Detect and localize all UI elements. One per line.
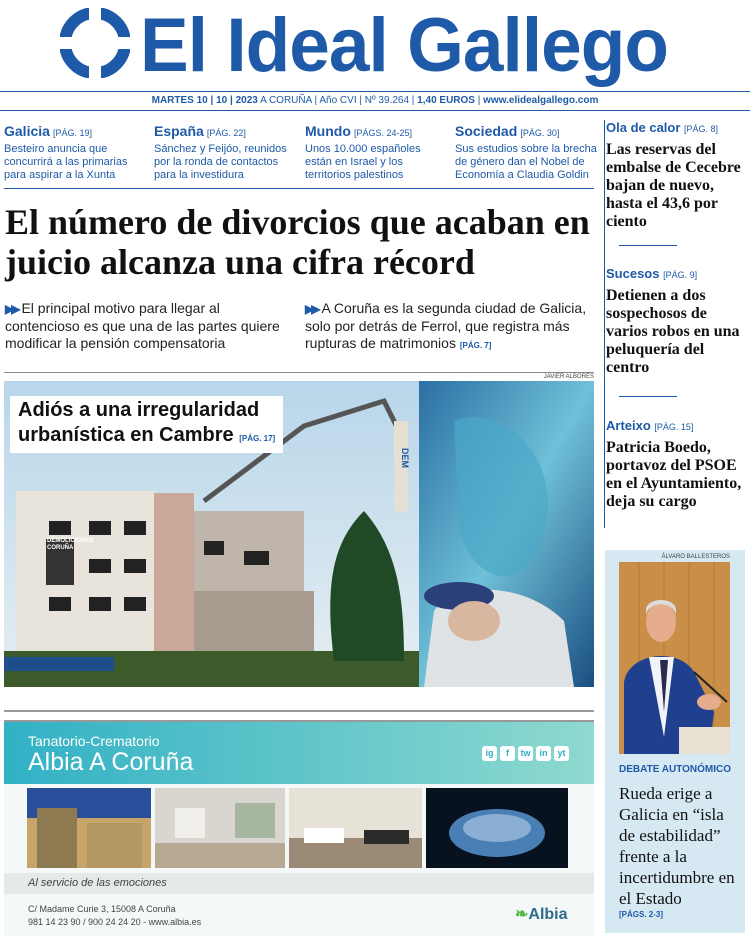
teaser-section: Mundo [305,123,351,139]
lead-subhead-1 [5,300,295,352]
twitter-icon[interactable]: tw [518,746,533,761]
teaser-section: Sociedad [455,123,518,139]
caption-line-1: Adiós a una irregularidad [18,399,260,421]
right-section-name: Sucesos [606,266,660,281]
crane-label: DEM [400,448,410,468]
issue: Nº 39.264 [364,95,410,106]
albia-leaf-icon: ❧ [515,906,529,923]
right-item-section [606,418,748,433]
teaser-section: España [154,123,204,139]
teaser-galicia[interactable] [4,125,149,182]
ad-photo-room [289,788,422,868]
teaser-sociedad[interactable] [455,125,600,182]
logo-icon [60,8,130,78]
right-item-title: Patricia Boedo, portavoz del PSOE en el Ayuntamiento, deja su cargo [606,439,742,510]
teaser-text: Sánchez y Feijóo, reunidos por la ronda de contactos para la investidura [154,143,287,181]
double-arrow-icon: ▶▶ [5,302,18,316]
caption-line-2 [18,423,275,451]
ad-rule [4,710,594,712]
teaser-text: Unos 10.000 españoles están en Israel y los territorios palestinos [305,143,421,181]
sub1-text: El principal motivo para llegar al contencioso es que una de las partes quiere modificar la pensión compensatoria [5,300,280,351]
ad-photo-building [27,788,151,868]
right-section-page: [PÁG. 15] [654,422,694,432]
year: Año CVI [319,95,357,106]
city: A CORUÑA [260,95,312,106]
right-item-section [606,120,748,135]
teaser-page: [PÁGS. 24-25] [353,128,412,138]
price: 1,40 EUROS [417,95,475,106]
right-item-arteixo[interactable] [606,418,748,511]
double-arrow-icon: ▶▶ [305,302,318,316]
youtube-icon[interactable]: yt [554,746,569,761]
sub2-text: A Coruña es la segunda ciudad de Galicia, solo por detrás de Ferrol, que registra más rupturas de matrimonios [305,300,587,351]
right-item-section [606,266,748,281]
debate-kicker: DEBATE AUTONÓMICO [619,764,732,775]
masthead-title: El Ideal Gallego [140,3,668,88]
debate-title: Rueda erige a Galicia en “isla de estabilidad” frente a la incertidumbre en el Estado [619,784,735,908]
ad-name: Albia A Coruña [28,748,194,776]
right-item-sucesos[interactable] [606,266,748,377]
dateline: MARTES 10 | 10 | 2023 A CORUÑA | Año CVI | Nº 39.264 | 1,40 EUROS | www.elidealgallego.com [151,95,599,106]
facebook-icon[interactable]: f [500,746,515,761]
ad-photo-earth [426,788,568,868]
debate-photo[interactable] [619,562,730,754]
ad-address: C/ Madame Curie 3, 15008 A Coruña [28,904,176,914]
ad-phones: 981 14 23 90 / 900 24 24 20 - www.albia.es [28,917,202,927]
teaser-page: [PÁG. 30] [520,128,560,138]
teaser-mundo[interactable] [305,125,450,182]
teaser-section: Galicia [4,123,50,139]
masthead-rule-bottom [0,110,750,111]
right-item-title: Las reservas del embalse de Cecebre bajan de nuevo, hasta el 43,6 por ciento [606,141,741,230]
right-divider [619,245,677,246]
caption-page: [PÁG. 17] [239,434,276,443]
lead-headline[interactable]: El número de divorcios que acaban en juicio alcanza una cifra récord [5,202,590,282]
teaser-text: Sus estudios sobre la brecha de género dan el Nobel de Economía a Claudia Goldin [455,143,597,181]
right-item-ola-de-calor[interactable] [606,120,748,231]
photo-caption[interactable] [10,396,283,453]
demolition-sign: DEMOLICIONES CORUÑA [47,538,94,551]
instagram-icon[interactable]: ig [482,746,497,761]
ad-brand-text: Albia [528,906,568,923]
right-divider [619,396,677,397]
website[interactable]: www.elidealgallego.com [483,95,599,106]
right-column-rule [604,120,605,528]
right-section-name: Arteixo [606,418,651,433]
linkedin-icon[interactable]: in [536,746,551,761]
right-section-page: [PÁG. 8] [684,124,719,134]
teaser-rule [4,188,594,189]
right-section-name: Ola de calor [606,120,681,135]
ad-brand [515,904,568,924]
debate-page: [PÁGS. 2-3] [619,910,664,919]
ad-kicker: Tanatorio-Crematorio [28,733,160,749]
right-section-page: [PÁG. 9] [663,270,698,280]
sub2-page: [PÁG. 7] [459,341,492,350]
teaser-text: Besteiro anuncia que concurrirá a las primarias para aspirar a la Xunta [4,143,128,181]
teaser-page: [PÁG. 22] [206,128,246,138]
photo-credit: JAVIER ALBORÉS [543,374,594,380]
caption-line-2-text: urbanística en Cambre [18,424,234,446]
teaser-page: [PÁG. 19] [52,128,93,138]
lead-subhead-2 [305,300,595,354]
ad-social-icons [482,746,572,761]
debate-credit: ÁLVARO BALLESTEROS [661,554,730,560]
masthead-rule-top [0,91,750,92]
ad-photo-lobby [155,788,285,868]
photo-rule [4,372,594,373]
date: MARTES 10 | 10 | 2023 [151,95,258,106]
ad-slogan: Al servicio de las emociones [28,877,167,889]
teaser-espana[interactable] [154,125,299,182]
right-item-title: Detienen a dos sospechosos de varios robos en una peluquería del centro [606,287,740,376]
